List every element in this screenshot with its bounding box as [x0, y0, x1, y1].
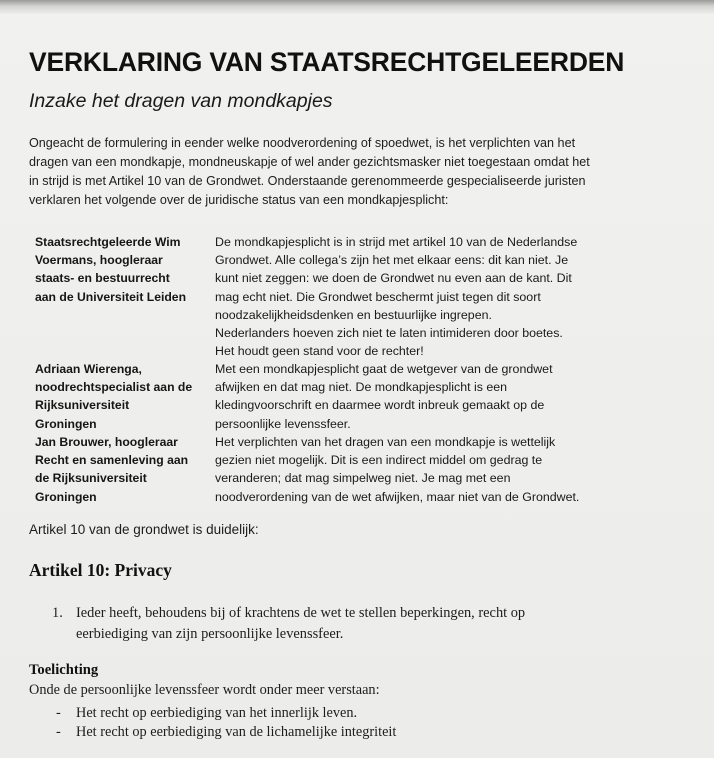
statement-line: Het houdt geen stand voor de rechter!: [215, 344, 424, 359]
expert-name-line: noodrechtspecialist aan de: [35, 380, 193, 395]
list-item-line: Ieder heeft, behoudens bij of krachtens de wet te stellen beperkingen, recht op: [76, 605, 526, 621]
statement-line: Grondwet. Alle collega’s zijn het met elkaar eens: dit kan niet. Je: [215, 253, 569, 268]
toelichting-intro: Onde de persoonlijke levenssfeer wordt onder meer verstaan:: [29, 682, 380, 698]
expert-statement-wierenga: [215, 360, 685, 433]
statement-line: mag echt niet. Die Grondwet beschermt juist tegen dit soort: [215, 289, 541, 304]
intro-line: in strijd is met Artikel 10 van de Grondwet. Onderstaande gerenommeerde gespecialiseerde juristen: [29, 174, 586, 188]
statement-line: veranderen; dat mag simpelweg niet. Je mag met een: [215, 471, 511, 486]
expert-name-line: Voermans, hoogleraar: [35, 253, 163, 268]
statement-line: noodverordening van de wet afwijken, maar niet van de Grondwet.: [215, 489, 580, 504]
statement-line: De mondkapjesplicht is in strijd met artikel 10 van de Nederlandse: [215, 235, 578, 249]
expert-name-line: Jan Brouwer, hoogleraar: [35, 435, 178, 449]
page-top-shadow: [0, 0, 714, 14]
bullet-text: Het recht op eerbiediging van de lichamelijke integriteit: [76, 724, 397, 740]
expert-statement-brouwer: [215, 433, 685, 506]
expert-name-voermans: [35, 233, 215, 306]
expert-name-line: de Rijksuniversiteit: [35, 471, 147, 486]
intro-line: Ongeacht de formulering in eender welke noodverordening of spoedwet, is het verplichten van het: [29, 136, 576, 150]
intro-line: verklaren het volgende over de juridische status van een mondkapjesplicht:: [29, 193, 449, 207]
statement-line: afwijken en dat mag niet. De mondkapjesplicht is een: [215, 380, 508, 395]
statement-line: noodzakelijkheidsdenken en bestuurlijke ingrepen.: [215, 307, 492, 322]
expert-name-line: Recht en samenleving aan: [35, 453, 189, 468]
bullet-dash: -: [56, 724, 61, 740]
document-title: VERKLARING VAN STAATSRECHTGELEERDEN: [29, 47, 625, 77]
expert-name-line: Staatsrechtgeleerde Wim: [35, 235, 181, 249]
expert-name-line: Adriaan Wierenga,: [35, 362, 142, 376]
article-heading: Artikel 10: Privacy: [29, 560, 172, 580]
article-intro: Artikel 10 van de grondwet is duidelijk:: [29, 522, 259, 537]
statement-line: Nederlanders hoeven zich niet te laten intimideren door boetes.: [215, 326, 563, 341]
expert-name-wierenga: [35, 360, 215, 433]
expert-name-line: Rijksuniversiteit: [35, 398, 130, 413]
statement-line: kledingvoorschrift en daarmee wordt inbreuk gemaakt op de: [215, 398, 545, 413]
expert-name-brouwer: [35, 433, 215, 506]
statement-line: gezien niet mogelijk. Dit is een indirect middel om gedrag te: [215, 453, 543, 468]
statement-line: kunt niet zeggen: we doen de Grondwet nu even aan de kant. Dit: [215, 271, 572, 286]
document-subtitle: Inzake het dragen van mondkapjes: [29, 90, 333, 112]
intro-line: dragen van een mondkapje, mondneuskapje of wel ander gezichtsmasker niet toegestaan omdat het: [29, 155, 590, 169]
list-item-text: [76, 603, 525, 645]
statement-line: Het verplichten van het dragen van een mondkapje is wettelijk: [215, 435, 556, 449]
list-item-line: eerbiediging van zijn persoonlijke levenssfeer.: [76, 626, 344, 642]
list-number: 1.: [52, 605, 63, 621]
expert-name-line: Groningen: [35, 489, 97, 504]
expert-name-line: Groningen: [35, 416, 97, 431]
bullet-dash: -: [56, 705, 61, 721]
expert-statement-voermans: [215, 233, 685, 360]
statement-line: Met een mondkapjesplicht gaat de wetgever van de grondwet: [215, 362, 553, 376]
intro-paragraph: [29, 134, 669, 210]
toelichting-heading: Toelichting: [29, 662, 99, 678]
expert-name-line: aan de Universiteit Leiden: [35, 289, 187, 304]
expert-name-line: staats- en bestuurrecht: [35, 271, 170, 286]
statement-line: persoonlijke levenssfeer.: [215, 416, 351, 431]
bullet-text: Het recht op eerbiediging van het innerlijk leven.: [76, 705, 358, 721]
